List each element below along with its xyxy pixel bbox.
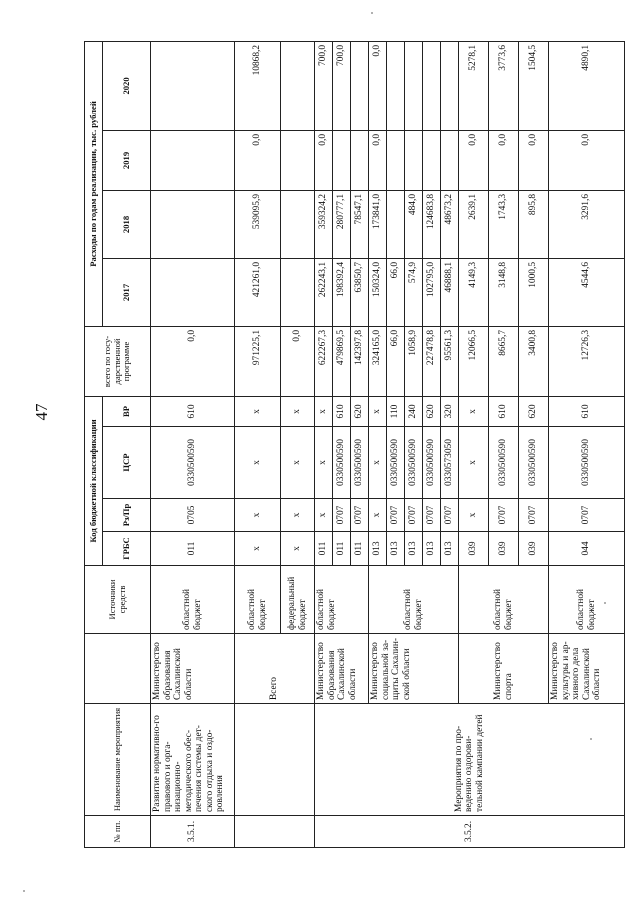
y2017-cell [281, 258, 315, 326]
executor: Министерство культуры и ар-хивного дела Сахалинской области [549, 634, 625, 704]
grbs-cell: x [281, 532, 315, 566]
grbs-cell: 039 [519, 532, 549, 566]
header-executor [85, 634, 151, 704]
total-cell: 8665,7 [489, 326, 519, 396]
y2017-cell: 63850,7 [351, 258, 369, 326]
funding-source: областной бюджет [549, 566, 625, 634]
header-total: всего по госу-дарственной программе [85, 326, 151, 396]
grbs-cell: 039 [459, 532, 489, 566]
header-2019: 2019 [103, 130, 151, 190]
y2020-cell: 1504,5 [519, 41, 549, 130]
y2020-cell: 10868,2 [235, 41, 281, 130]
total-cell: 971225,1 [235, 326, 281, 396]
grbs-cell: 013 [405, 532, 423, 566]
rzpr-cell: 0707 [405, 499, 423, 532]
y2020-cell [151, 41, 235, 130]
y2017-cell: 4544,6 [549, 258, 625, 326]
y2018-cell: 124683,8 [423, 190, 441, 258]
y2017-cell: 3148,8 [489, 258, 519, 326]
vr-cell: 610 [151, 396, 235, 426]
rzpr-cell: x [459, 499, 489, 532]
csr-cell: 0330500590 [405, 427, 423, 499]
csr-cell: x [235, 427, 281, 499]
y2018-cell: 173841,0 [369, 190, 387, 258]
funding-source: федеральный бюджет [281, 566, 315, 634]
y2017-cell: 574,9 [405, 258, 423, 326]
activity-name: Развитие нормативно-го правового и орга-низационно-методического обес-печения системы дет-ского отдыха и оздо-ровления [151, 704, 235, 816]
csr-cell: 0330500590 [423, 427, 441, 499]
grbs-cell: 011 [151, 532, 235, 566]
y2020-cell: 700,0 [315, 41, 333, 130]
total-cell: 3400,8 [519, 326, 549, 396]
y2017-cell: 46888,1 [441, 258, 459, 326]
table-row [151, 41, 235, 847]
y2020-cell: 3773,6 [489, 41, 519, 130]
total-cell: 0,0 [151, 326, 235, 396]
header-code-group: Код бюджетной классификации [85, 396, 103, 565]
rzpr-cell: 0707 [387, 499, 405, 532]
rzpr-cell: x [235, 499, 281, 532]
y2020-cell [441, 41, 459, 130]
csr-cell: 0330500590 [151, 427, 235, 499]
y2018-cell [387, 190, 405, 258]
y2020-cell: 700,0 [333, 41, 351, 130]
y2019-cell [333, 130, 351, 190]
page-number: 47 [32, 403, 51, 421]
y2017-cell: 4149,3 [459, 258, 489, 326]
table-row [315, 41, 333, 847]
y2019-cell: 0,0 [489, 130, 519, 190]
vr-cell: 240 [405, 396, 423, 426]
y2017-cell: 66,0 [387, 258, 405, 326]
rzpr-cell: 0707 [351, 499, 369, 532]
y2019-cell [281, 130, 315, 190]
csr-cell: 0330573050 [441, 427, 459, 499]
grbs-cell: 011 [351, 532, 369, 566]
header-source: Источники средств [85, 566, 151, 634]
vr-cell: 320 [441, 396, 459, 426]
table-row [235, 41, 281, 847]
y2019-cell: 0,0 [369, 130, 387, 190]
csr-cell: 0330500590 [333, 427, 351, 499]
row-number: 3.5.1. [151, 816, 235, 848]
y2018-cell: 539095,9 [235, 190, 281, 258]
vr-cell: 620 [519, 396, 549, 426]
csr-cell: x [281, 427, 315, 499]
y2018-cell: 359324,2 [315, 190, 333, 258]
funding-source: областной бюджет [315, 566, 369, 634]
y2020-cell: 4890,1 [549, 41, 625, 130]
y2020-cell [405, 41, 423, 130]
y2019-cell [405, 130, 423, 190]
header-csr: ЦСР [103, 427, 151, 499]
header-num: № пп. [85, 816, 151, 848]
y2019-cell: 0,0 [519, 130, 549, 190]
total-cell: 227478,8 [423, 326, 441, 396]
y2018-cell: 2639,1 [459, 190, 489, 258]
csr-cell: x [459, 427, 489, 499]
vr-cell: x [315, 396, 333, 426]
header-2020: 2020 [103, 41, 151, 130]
funding-source: областной бюджет [151, 566, 235, 634]
y2020-cell [281, 41, 315, 130]
y2017-cell: 1000,5 [519, 258, 549, 326]
y2019-cell [423, 130, 441, 190]
rzpr-cell: x [369, 499, 387, 532]
header-vr: ВР [103, 396, 151, 426]
y2018-cell: 78547,1 [351, 190, 369, 258]
vr-cell: 610 [333, 396, 351, 426]
y2018-cell [281, 190, 315, 258]
executor: Министерство социальной за-щиты Сахалин-ской области [369, 634, 459, 704]
y2017-cell: 198392,4 [333, 258, 351, 326]
y2018-cell: 895,8 [519, 190, 549, 258]
header-name: Наименование мероприятия [85, 704, 151, 816]
y2019-cell: 0,0 [315, 130, 333, 190]
y2017-cell: 262243,1 [315, 258, 333, 326]
y2020-cell [423, 41, 441, 130]
total-cell: 1058,9 [405, 326, 423, 396]
vr-cell: 620 [423, 396, 441, 426]
csr-cell: x [315, 427, 333, 499]
y2018-cell: 1743,3 [489, 190, 519, 258]
rzpr-cell: 0707 [519, 499, 549, 532]
y2019-cell [151, 130, 235, 190]
row-number: 3.5.2. [315, 816, 625, 848]
vr-cell: 610 [549, 396, 625, 426]
y2017-cell: 421261,0 [235, 258, 281, 326]
grbs-cell: 044 [549, 532, 625, 566]
header-expenses-group: Расходы по годам реализации, тыс. рублей [85, 41, 103, 326]
rzpr-cell: 0707 [423, 499, 441, 532]
y2019-cell: 0,0 [549, 130, 625, 190]
total-cell: 0,0 [281, 326, 315, 396]
y2019-cell [441, 130, 459, 190]
y2018-cell: 484,0 [405, 190, 423, 258]
vr-cell: x [459, 396, 489, 426]
rzpr-cell: x [315, 499, 333, 532]
csr-cell: 0330500590 [549, 427, 625, 499]
vr-cell: x [369, 396, 387, 426]
y2020-cell [387, 41, 405, 130]
csr-cell: 0330500590 [489, 427, 519, 499]
activity-name-empty [235, 704, 315, 816]
header-2017: 2017 [103, 258, 151, 326]
rzpr-cell: 0707 [489, 499, 519, 532]
total-cell: 66,0 [387, 326, 405, 396]
total-cell: 95561,3 [441, 326, 459, 396]
y2018-cell: 3291,6 [549, 190, 625, 258]
y2019-cell: 0,0 [459, 130, 489, 190]
y2019-cell: 0,0 [235, 130, 281, 190]
funding-source: областной бюджет [235, 566, 281, 634]
total-cell: 12726,3 [549, 326, 625, 396]
vr-cell: 610 [489, 396, 519, 426]
funding-source: областной бюджет [369, 566, 459, 634]
grbs-cell: x [235, 532, 281, 566]
y2017-cell: 150324,0 [369, 258, 387, 326]
vr-cell: 110 [387, 396, 405, 426]
y2018-cell: 280777,1 [333, 190, 351, 258]
total-cell: 479869,5 [333, 326, 351, 396]
executor: Министерство образования Сахалинской области [315, 634, 369, 704]
grbs-cell: 039 [489, 532, 519, 566]
grbs-cell: 013 [441, 532, 459, 566]
funding-source: областной бюджет [459, 566, 549, 634]
grbs-cell: 011 [315, 532, 333, 566]
rzpr-cell: 0705 [151, 499, 235, 532]
csr-cell: 0330500590 [519, 427, 549, 499]
csr-cell: 0330500590 [387, 427, 405, 499]
y2019-cell [351, 130, 369, 190]
total-cell: 324165,0 [369, 326, 387, 396]
scan-speck [23, 890, 25, 892]
total-cell: 142397,8 [351, 326, 369, 396]
y2020-cell: 5278,1 [459, 41, 489, 130]
header-grbs: ГРБС [103, 532, 151, 566]
grbs-cell: 013 [423, 532, 441, 566]
y2017-cell [151, 258, 235, 326]
rzpr-cell: 0707 [549, 499, 625, 532]
vr-cell: x [235, 396, 281, 426]
csr-cell: x [369, 427, 387, 499]
csr-cell: 0330500590 [351, 427, 369, 499]
activity-name: Мероприятия по про-ведению оздорови-тельной кампании детей [315, 704, 625, 816]
y2020-cell [351, 41, 369, 130]
total-cell: 622267,3 [315, 326, 333, 396]
rzpr-cell: x [281, 499, 315, 532]
vr-cell: 620 [351, 396, 369, 426]
row-number-empty [235, 816, 315, 848]
grbs-cell: 013 [369, 532, 387, 566]
y2018-cell: 48673,2 [441, 190, 459, 258]
budget-table [84, 41, 625, 848]
y2019-cell [387, 130, 405, 190]
y2018-cell [151, 190, 235, 258]
vr-cell: x [281, 396, 315, 426]
total-cell: 12066,5 [459, 326, 489, 396]
y2020-cell: 0,0 [369, 41, 387, 130]
grbs-cell: 011 [333, 532, 351, 566]
header-rzpr: Рз/Пр [103, 499, 151, 532]
rzpr-cell: 0707 [441, 499, 459, 532]
executor: Министерство образования Сахалинской области [151, 634, 235, 704]
rotated-table-container [84, 42, 603, 848]
y2017-cell: 102795,0 [423, 258, 441, 326]
grbs-cell: 013 [387, 532, 405, 566]
rzpr-cell: 0707 [333, 499, 351, 532]
executor-total: Всего [235, 634, 315, 704]
executor: Министерство спорта [459, 634, 549, 704]
header-2018: 2018 [103, 190, 151, 258]
scan-speck [371, 12, 373, 14]
